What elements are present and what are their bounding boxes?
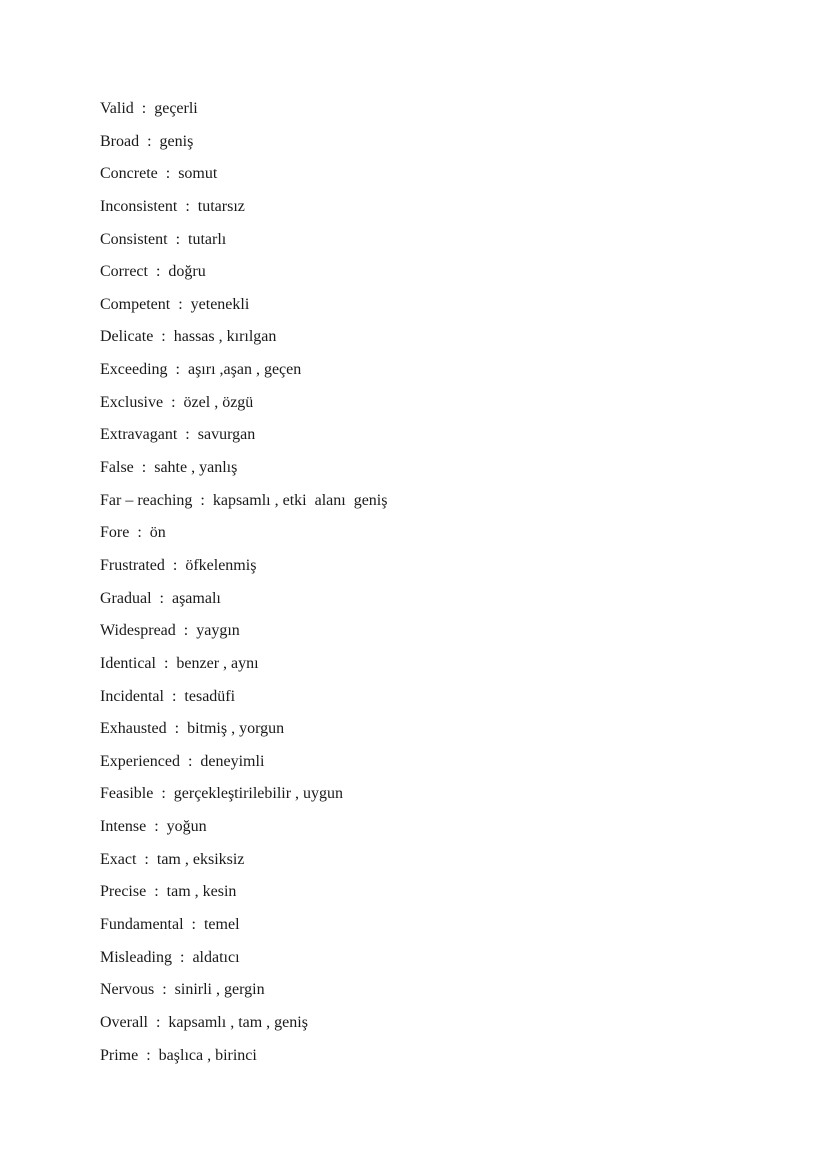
vocabulary-entry: Prime : başlıca , birinci: [100, 1046, 257, 1064]
vocabulary-entry: Frustrated : öfkelenmiş: [100, 556, 257, 574]
vocabulary-entry: Incidental : tesadüfi: [100, 687, 236, 705]
vocabulary-entry: Fore : ön: [100, 524, 166, 542]
vocabulary-entry: Extravagant : savurgan: [100, 426, 256, 444]
vocabulary-entry: Fundamental : temel: [100, 916, 240, 934]
vocabulary-entry: Delicate : hassas , kırılgan: [100, 328, 277, 346]
vocabulary-entry: Consistent : tutarlı: [100, 230, 227, 248]
vocabulary-entry: Correct : doğru: [100, 263, 206, 281]
vocabulary-entry: Intense : yoğun: [100, 818, 207, 836]
vocabulary-entry: Gradual : aşamalı: [100, 589, 221, 607]
vocabulary-entry: Valid : geçerli: [100, 100, 198, 117]
vocabulary-entry: Exhausted : bitmiş , yorgun: [100, 720, 285, 738]
vocabulary-entry: Exclusive : özel , özgü: [100, 393, 254, 411]
vocabulary-entry: Competent : yetenekli: [100, 295, 250, 313]
vocabulary-entry: Exact : tam , eksiksiz: [100, 850, 245, 868]
vocabulary-entry: Broad : geniş: [100, 132, 194, 150]
vocabulary-entry: Far – reaching : kapsamlı , etki alanı geniş: [100, 491, 388, 509]
vocabulary-entry: Identical : benzer , aynı: [100, 654, 259, 672]
vocabulary-entry: Misleading : aldatıcı: [100, 948, 240, 966]
vocabulary-entry: Overall : kapsamlı , tam , geniş: [100, 1013, 308, 1031]
vocabulary-entry: Exceeding : aşırı ,aşan , geçen: [100, 361, 302, 379]
vocabulary-entry: Experienced : deneyimli: [100, 752, 265, 770]
vocabulary-entry: Precise : tam , kesin: [100, 883, 237, 901]
vocabulary-entry: Widespread : yaygın: [100, 622, 240, 640]
vocabulary-list: [100, 96, 387, 1075]
vocabulary-entry: False : sahte , yanlış: [100, 459, 238, 477]
vocabulary-entry: Concrete : somut: [100, 165, 218, 183]
vocabulary-entry: Inconsistent : tutarsız: [100, 197, 245, 215]
vocabulary-entry: Feasible : gerçekleştirilebilir , uygun: [100, 785, 344, 803]
vocabulary-entry: Nervous : sinirli , gergin: [100, 981, 265, 999]
